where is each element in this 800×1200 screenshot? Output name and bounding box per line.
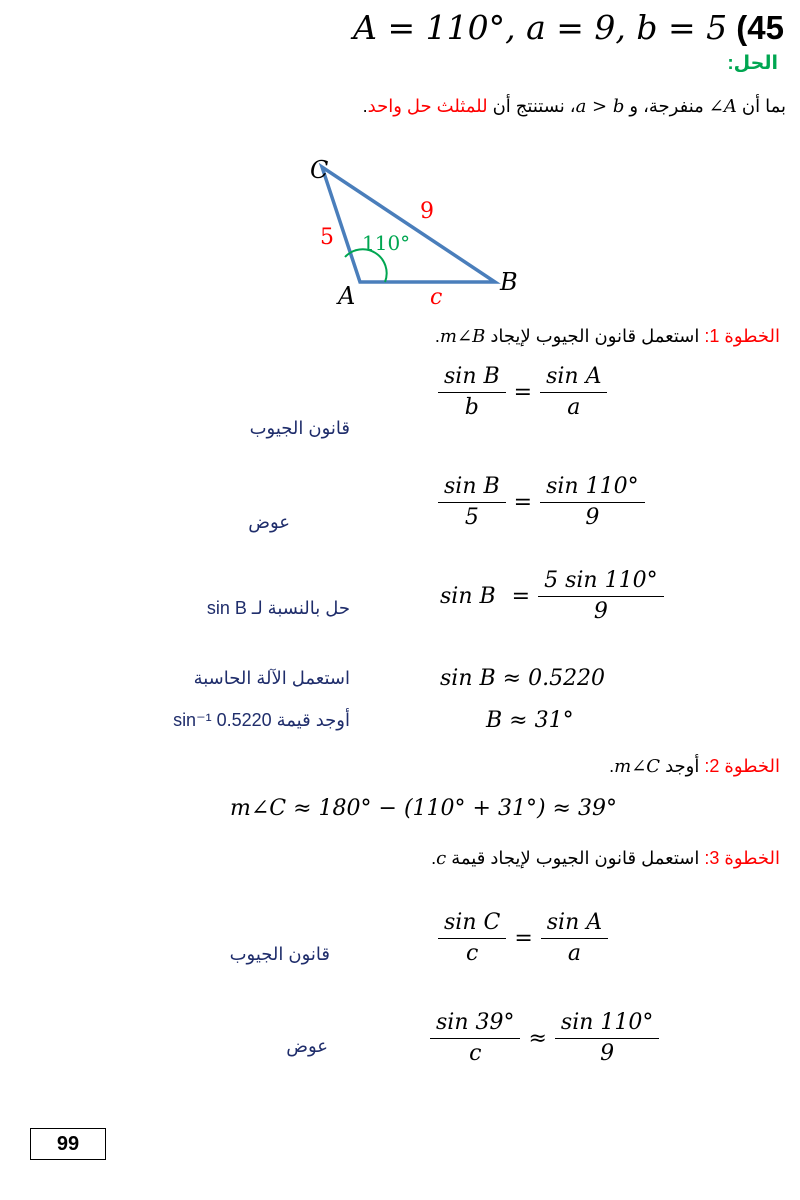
side-ab-label: c xyxy=(430,285,443,310)
step-1-end: . xyxy=(434,326,440,346)
step-3-label: الخطوة 3: xyxy=(704,848,780,868)
equation-substitute xyxy=(438,472,645,533)
side-bc-label: 9 xyxy=(420,199,434,224)
fraction-denominator: c xyxy=(469,1041,482,1066)
reasoning-sentence xyxy=(363,96,786,117)
equation-substitute-c xyxy=(430,1008,659,1069)
fraction-numerator: sin C xyxy=(438,908,506,939)
equation-note: حل بالنسبة لـ sin B xyxy=(206,598,350,618)
equation-operator: = xyxy=(514,926,533,951)
equation-lhs: sin B xyxy=(440,584,496,609)
fraction-numerator: sin A xyxy=(541,908,608,939)
fraction-denominator: a xyxy=(567,395,581,420)
step-1-text: استعمل قانون الجيوب لإيجاد xyxy=(485,326,705,346)
step-3-heading xyxy=(431,848,780,869)
page-number: 99 xyxy=(30,1128,106,1160)
equation-law-of-sines-c xyxy=(438,908,608,969)
equation-operator: = xyxy=(513,380,533,405)
step-2-label: الخطوة 2: xyxy=(704,756,780,776)
equation-operator: = xyxy=(513,490,533,515)
step-1-target: m∠B xyxy=(439,326,486,347)
fraction-numerator: sin B xyxy=(438,362,506,393)
fraction-denominator: 9 xyxy=(585,505,600,530)
angle-a-label: 110° xyxy=(362,231,411,255)
reasoning-end: . xyxy=(362,96,368,116)
reasoning-mid2: ، نستنتج أن xyxy=(487,96,576,116)
fraction-denominator: c xyxy=(466,941,479,966)
fraction-numerator: sin B xyxy=(438,472,506,503)
vertex-c-label: C xyxy=(310,156,329,184)
fraction-numerator: sin A xyxy=(540,362,607,393)
vertex-a-label: A xyxy=(338,282,356,310)
equation-note: أوجد قيمة sin⁻¹ 0.5220 xyxy=(173,710,350,730)
fraction-denominator: b xyxy=(464,395,479,420)
step-2-end: . xyxy=(609,756,615,776)
equation-law-of-sines xyxy=(438,362,607,423)
problem-given: A = 110°, a = 9, b = 5 xyxy=(353,8,728,47)
reasoning-mid1: منفرجة، و xyxy=(624,96,709,116)
reasoning-angle: ∠A xyxy=(708,96,737,117)
fraction-numerator: sin 110° xyxy=(540,472,644,503)
fraction-denominator: a xyxy=(567,941,582,966)
step-2-text: أوجد xyxy=(660,756,705,776)
step-1-label: الخطوة 1: xyxy=(704,326,780,346)
step-3-text: استعمل قانون الجيوب لإيجاد قيمة xyxy=(446,848,705,868)
problem-statement xyxy=(353,8,784,47)
equation-note: قانون الجيوب xyxy=(249,418,350,438)
equation-operator: = xyxy=(511,584,531,609)
fraction-numerator: sin 39° xyxy=(430,1008,520,1039)
step-2-target: m∠C xyxy=(614,756,661,777)
step-1-heading xyxy=(435,326,780,347)
fraction-denominator: 9 xyxy=(593,599,608,624)
equation-note: استعمل الآلة الحاسبة xyxy=(193,668,350,688)
equation-solve-sin-b xyxy=(440,566,664,627)
fraction-denominator: 9 xyxy=(600,1041,615,1066)
reasoning-prefix: بما أن xyxy=(736,96,786,116)
equation-operator: ≈ xyxy=(528,1026,547,1051)
solution-label: الحل: xyxy=(727,53,778,74)
equation-angle-c: m∠C ≈ 180° − (110° + 31°) ≈ 39° xyxy=(230,796,617,821)
equation-sin-b-value: sin B ≈ 0.5220 xyxy=(440,666,606,691)
equation-b-value: B ≈ 31° xyxy=(486,708,574,733)
step-3-end: . xyxy=(431,848,437,868)
reasoning-inequality: a > b xyxy=(575,96,625,117)
fraction-numerator: 5 sin 110° xyxy=(538,566,663,597)
equation-note: عوض xyxy=(286,1036,328,1056)
side-ac-label: 5 xyxy=(320,225,334,250)
step-3-target: c xyxy=(436,848,447,869)
equation-note: قانون الجيوب xyxy=(229,944,330,964)
reasoning-conclusion: للمثلث حل واحد xyxy=(367,96,488,116)
equation-note: عوض xyxy=(248,512,290,532)
step-2-heading xyxy=(609,756,780,777)
triangle-shape xyxy=(322,167,495,282)
problem-number: (45 xyxy=(736,9,784,46)
vertex-b-label: B xyxy=(500,268,518,296)
triangle-diagram xyxy=(290,152,530,312)
fraction-numerator: sin 110° xyxy=(555,1008,659,1039)
fraction-denominator: 5 xyxy=(464,505,479,530)
